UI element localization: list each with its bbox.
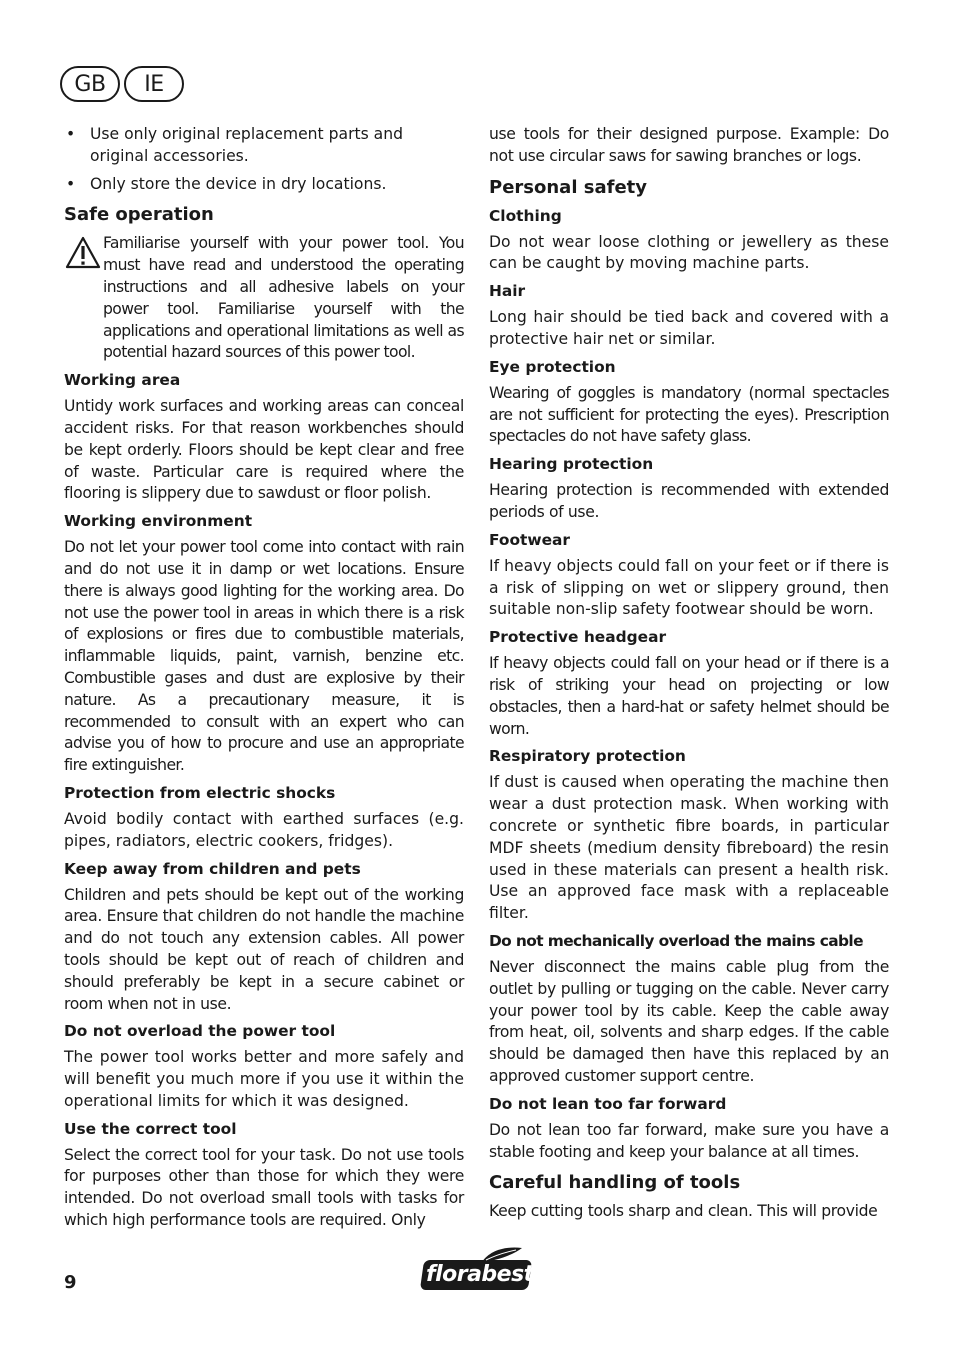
bullet-item: • Only store the device in dry locations. xyxy=(64,174,464,196)
subheading-protective-headgear: Protective headgear xyxy=(489,628,667,647)
subheading-footwear: Footwear xyxy=(489,530,571,549)
section-heading-safe-operation: Safe operation xyxy=(64,204,214,226)
subheading-hair: Hair xyxy=(489,282,526,301)
paragraph-respiratory-protection: If dust is caused when operating the machine then wear a dust protection mask. When working with concrete or synthetic fibre boards, in particular MDF sheets (medium density fibreboard) the resin used in these materials can present a health risk. Use an approved face mask with a replaceable filter. xyxy=(489,773,889,923)
paragraph-careful-handling: Keep cutting tools sharp and clean. This will provide xyxy=(489,1202,878,1221)
subheading-hearing-protection: Hearing protection xyxy=(489,455,654,474)
paragraph-mains-cable: Never disconnect the mains cable plug from the outlet by pulling or tugging on the cable. Never carry your power tool by its cable. Keep the cable away from heat, oil, solvents and sharp edges. If the cable should be damaged then have this replaced by an approved customer support centre. xyxy=(489,957,889,1085)
subheading-children-pets: Keep away from children and pets xyxy=(64,859,361,878)
section-heading-careful-handling: Careful handling of tools xyxy=(489,1172,741,1194)
paragraph-correct-tool: Select the correct tool for your task. Do not use tools for purposes other than those for which they were intended. Do not overload small tools with tasks for which high performance tools are required. Only xyxy=(64,1145,464,1230)
bullet-list xyxy=(64,124,464,195)
paragraph-hair: Long hair should be tied back and covered with a protective hair net or similar. xyxy=(489,308,889,348)
language-badge-ie: IE xyxy=(124,66,184,102)
paragraph-overload: The power tool works better and more safely and will benefit you much more if you use it within the operational limits for which it was designed. xyxy=(64,1048,464,1110)
safe-operation-intro: Familiarise yourself with your power tool. You must have read and understood the operating instructions and all adhesive labels on your power tool. Familiarise yourself with the applications and operational limitations as well as potential hazard sources of this power tool. xyxy=(103,234,464,362)
subheading-correct-tool: Use the correct tool xyxy=(64,1119,237,1138)
warning-triangle-icon xyxy=(64,235,102,275)
subheading-working-environment: Working environment xyxy=(64,512,253,531)
paragraph-continuation: use tools for their designed purpose. Example: Do not use circular saws for sawing branches or logs. xyxy=(489,125,889,165)
subheading-respiratory-protection: Respiratory protection xyxy=(489,747,686,766)
paragraph-lean: Do not lean too far forward, make sure you have a stable footing and keep your balance at all times. xyxy=(489,1120,889,1161)
paragraph-eye-protection: Wearing of goggles is mandatory (normal spectacles are not sufficient for protecting the eyes). Prescription spectacles do not have safety glass. xyxy=(489,383,889,446)
paragraph-working-environment: Do not let your power tool come into contact with rain and do not use it in damp or wet locations. Ensure there is always good lighting for the working area. Do not use the power tool in areas in which there is a risk of explosions or fires due to combustible materials, inflammable liquids, paint, varnish, benzine etc. Combustible gases and dust are explosive by their nature. As a precautionary measure, it is recommended to consult with an expert who can advise you of how to procure and use an appropriate fire extinguisher. xyxy=(64,538,464,775)
page-number: 9 xyxy=(64,1272,77,1293)
bullet-item: • Use only original replacement parts and original accessories. xyxy=(64,124,464,168)
paragraph-electric-shocks: Avoid bodily contact with earthed surfaces (e.g. pipes, radiators, electric cookers, fridges). xyxy=(64,809,464,850)
subheading-mains-cable: Do not mechanically overload the mains cable xyxy=(489,931,863,950)
paragraph-footwear: If heavy objects could fall on your feet or if there is a risk of slipping on wet or slippery ground, then suitable non-slip safety footwear should be worn. xyxy=(489,556,889,619)
paragraph-clothing: Do not wear loose clothing or jewellery as these can be caught by moving machine parts. xyxy=(489,232,889,273)
paragraph-children-pets: Children and pets should be kept out of the working area. Ensure that children do not handle the machine and do not touch any extension cables. All power tools should be kept out of reach of children and should preferably be kept in a secure cabinet or room when not in use. xyxy=(64,885,464,1013)
brand-name: florabest xyxy=(426,1262,534,1287)
subheading-electric-shocks: Protection from electric shocks xyxy=(64,783,336,802)
paragraph-hearing-protection: Hearing protection is recommended with extended periods of use. xyxy=(489,481,889,521)
brand-logo xyxy=(422,1246,532,1292)
warning-block xyxy=(64,233,464,364)
subheading-overload: Do not overload the power tool xyxy=(64,1022,336,1041)
section-heading-personal-safety: Personal safety xyxy=(489,176,647,198)
left-column xyxy=(64,124,464,1238)
subheading-eye-protection: Eye protection xyxy=(489,357,616,376)
paragraph-working-area: Untidy work surfaces and working areas can conceal accident risks. For that reason workbenches should be kept orderly. Floors should be kept clear and free of waste. Particular care is required where the flooring is slippery due to sawdust or floor polish. xyxy=(64,397,464,503)
right-column xyxy=(489,124,889,1229)
paragraph-protective-headgear: If heavy objects could fall on your head or if there is a risk of striking your head on projecting or low obstacles, then a hard-hat or safety helmet should be worn. xyxy=(489,654,889,738)
language-badge-gb: GB xyxy=(60,66,120,102)
subheading-clothing: Clothing xyxy=(489,206,562,225)
subheading-lean: Do not lean too far forward xyxy=(489,1094,727,1113)
language-badges xyxy=(60,66,184,102)
subheading-working-area: Working area xyxy=(64,371,181,390)
